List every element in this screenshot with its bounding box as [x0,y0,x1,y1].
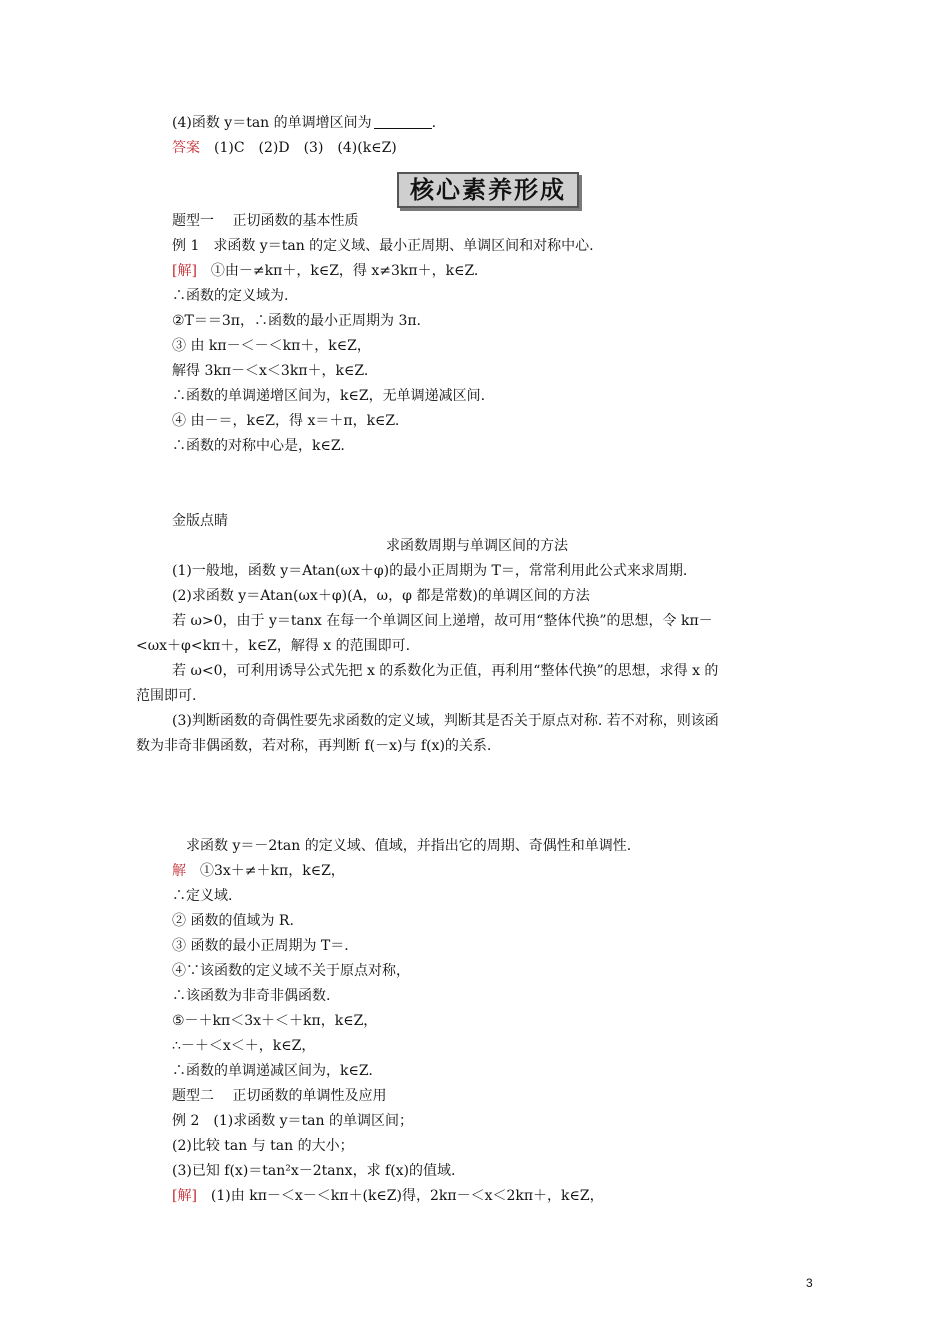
text-line [172,1161,455,1181]
text-line [136,736,491,756]
line-text: ∴－＋＜x＜＋，k∈Z， [172,1038,316,1054]
text-line [172,361,368,381]
fill-blank [374,114,432,129]
text-line [386,536,568,556]
text-line [172,1086,386,1106]
text-line [172,936,349,956]
text-line [172,436,345,456]
line-text: (1)C (2)D (3) (4)(k∈Z) [200,140,397,156]
text-line [172,911,294,931]
line-text: (4)函数 y＝tan 的单调增区间为 [172,115,372,131]
text-line [172,886,232,906]
text-line [172,411,399,431]
line-text: 若 ω>0，由于 y＝tanx 在每一个单调区间上递增，故可用“整体代换”的思想，令 kπ－ [172,613,713,629]
line-text: 求函数周期与单调区间的方法 [386,538,568,554]
line-text: 解得 3kπ－＜x＜3kπ＋，k∈Z. [172,363,369,379]
line-text: (1)一般地，函数 y＝Atan(ωx＋φ)的最小正周期为 T＝，常常利用此公式来求周期. [172,563,688,579]
text-line [172,586,590,606]
section-banner: 核心素养形成 [397,172,579,208]
answer-label: 答案 [172,140,200,156]
text-line [172,286,288,306]
line-text: ③ 函数的最小正周期为 T＝. [172,938,349,954]
text-line [172,211,358,231]
text-line [136,636,410,656]
text-line [172,1011,377,1031]
text-line [172,386,485,406]
line-suffix: . [431,115,437,131]
line-text: ∴定义域. [172,888,233,904]
line-text: (2)比较 tan 与 tan 的大小； [172,1138,354,1154]
answer-label: [解] [172,263,197,279]
text-line [172,311,421,331]
text-line [172,561,687,581]
line-text: 求函数 y＝－2tan 的定义域、值域，并指出它的周期、奇偶性和单调性. [186,838,632,854]
line-text: ∴函数的定义域为. [172,288,289,304]
text-line [172,661,718,681]
line-text: 例 1 求函数 y＝tan 的定义域、最小正周期、单调区间和对称中心. [172,238,594,254]
line-text: 金版点睛 [172,513,228,529]
text-line [186,836,631,856]
text-line [136,686,196,706]
line-text: ④∵该函数的定义域不关于原点对称， [172,963,410,979]
text-line [172,1036,315,1056]
answer-label: [解] [172,1188,197,1204]
text-line [172,138,397,158]
answer-label: 解 [172,863,186,879]
line-text: ∴函数的对称中心是，k∈Z. [172,438,345,454]
text-line [172,336,371,356]
text-line [172,611,713,631]
line-text: 例 2 (1)求函数 y＝tan 的单调区间； [172,1113,413,1129]
text-line [172,113,436,133]
line-text: (3)判断函数的奇偶性要先求函数的定义域，判断其是否关于原点对称. 若不对称，则该函 [172,713,719,729]
line-text: 题型二 正切函数的单调性及应用 [172,1088,387,1104]
text-line [172,711,719,731]
line-text: (3)已知 f(x)＝tan²x－2tanx，求 f(x)的值域. [172,1163,456,1179]
line-text: 范围即可. [136,688,197,704]
text-line [172,1136,354,1156]
line-text: ⑤－＋kπ＜3x＋＜＋kπ，k∈Z， [172,1013,378,1029]
line-text: 题型一 正切函数的基本性质 [172,213,359,229]
text-line [172,1111,413,1131]
line-text: ∴函数的单调递增区间为，k∈Z，无单调递减区间. [172,388,486,404]
line-text: ②T＝＝3π，∴函数的最小正周期为 3π. [172,313,422,329]
line-text: 若 ω<0，可利用诱导公式先把 x 的系数化为正值，再利用“整体代换”的思想，求得 x 的 [172,663,719,679]
text-line [172,261,478,281]
line-text: <ωx＋φ<kπ＋，k∈Z，解得 x 的范围即可. [136,638,411,654]
text-line [172,986,330,1006]
text-line [172,1061,373,1081]
line-text: (1)由 kπ－＜x－＜kπ＋(k∈Z)得，2kπ－＜x＜2kπ＋，k∈Z， [196,1188,604,1204]
line-text: ①由－≠kπ＋，k∈Z，得 x≠3kπ＋，k∈Z. [196,263,479,279]
line-text: ② 函数的值域为 R. [172,913,294,929]
text-line [172,511,228,531]
text-line [172,236,594,256]
line-text: ∴该函数为非奇非偶函数. [172,988,331,1004]
line-text: ③ 由 kπ－＜－＜kπ＋，k∈Z， [172,338,371,354]
line-text: ∴函数的单调递减区间为，k∈Z. [172,1063,373,1079]
line-text: 数为非奇非偶函数，若对称，再判断 f(－x)与 f(x)的关系. [136,738,492,754]
page-number: 3 [806,1276,813,1290]
line-text: (2)求函数 y＝Atan(ωx＋φ)(A，ω，φ 都是常数)的单调区间的方法 [172,588,590,604]
line-text: ④ 由－＝，k∈Z，得 x＝＋π，k∈Z. [172,413,400,429]
text-line [172,1186,604,1206]
line-text: ①3x＋≠＋kπ，k∈Z， [186,863,345,879]
text-line [172,961,410,981]
text-line [172,861,345,881]
